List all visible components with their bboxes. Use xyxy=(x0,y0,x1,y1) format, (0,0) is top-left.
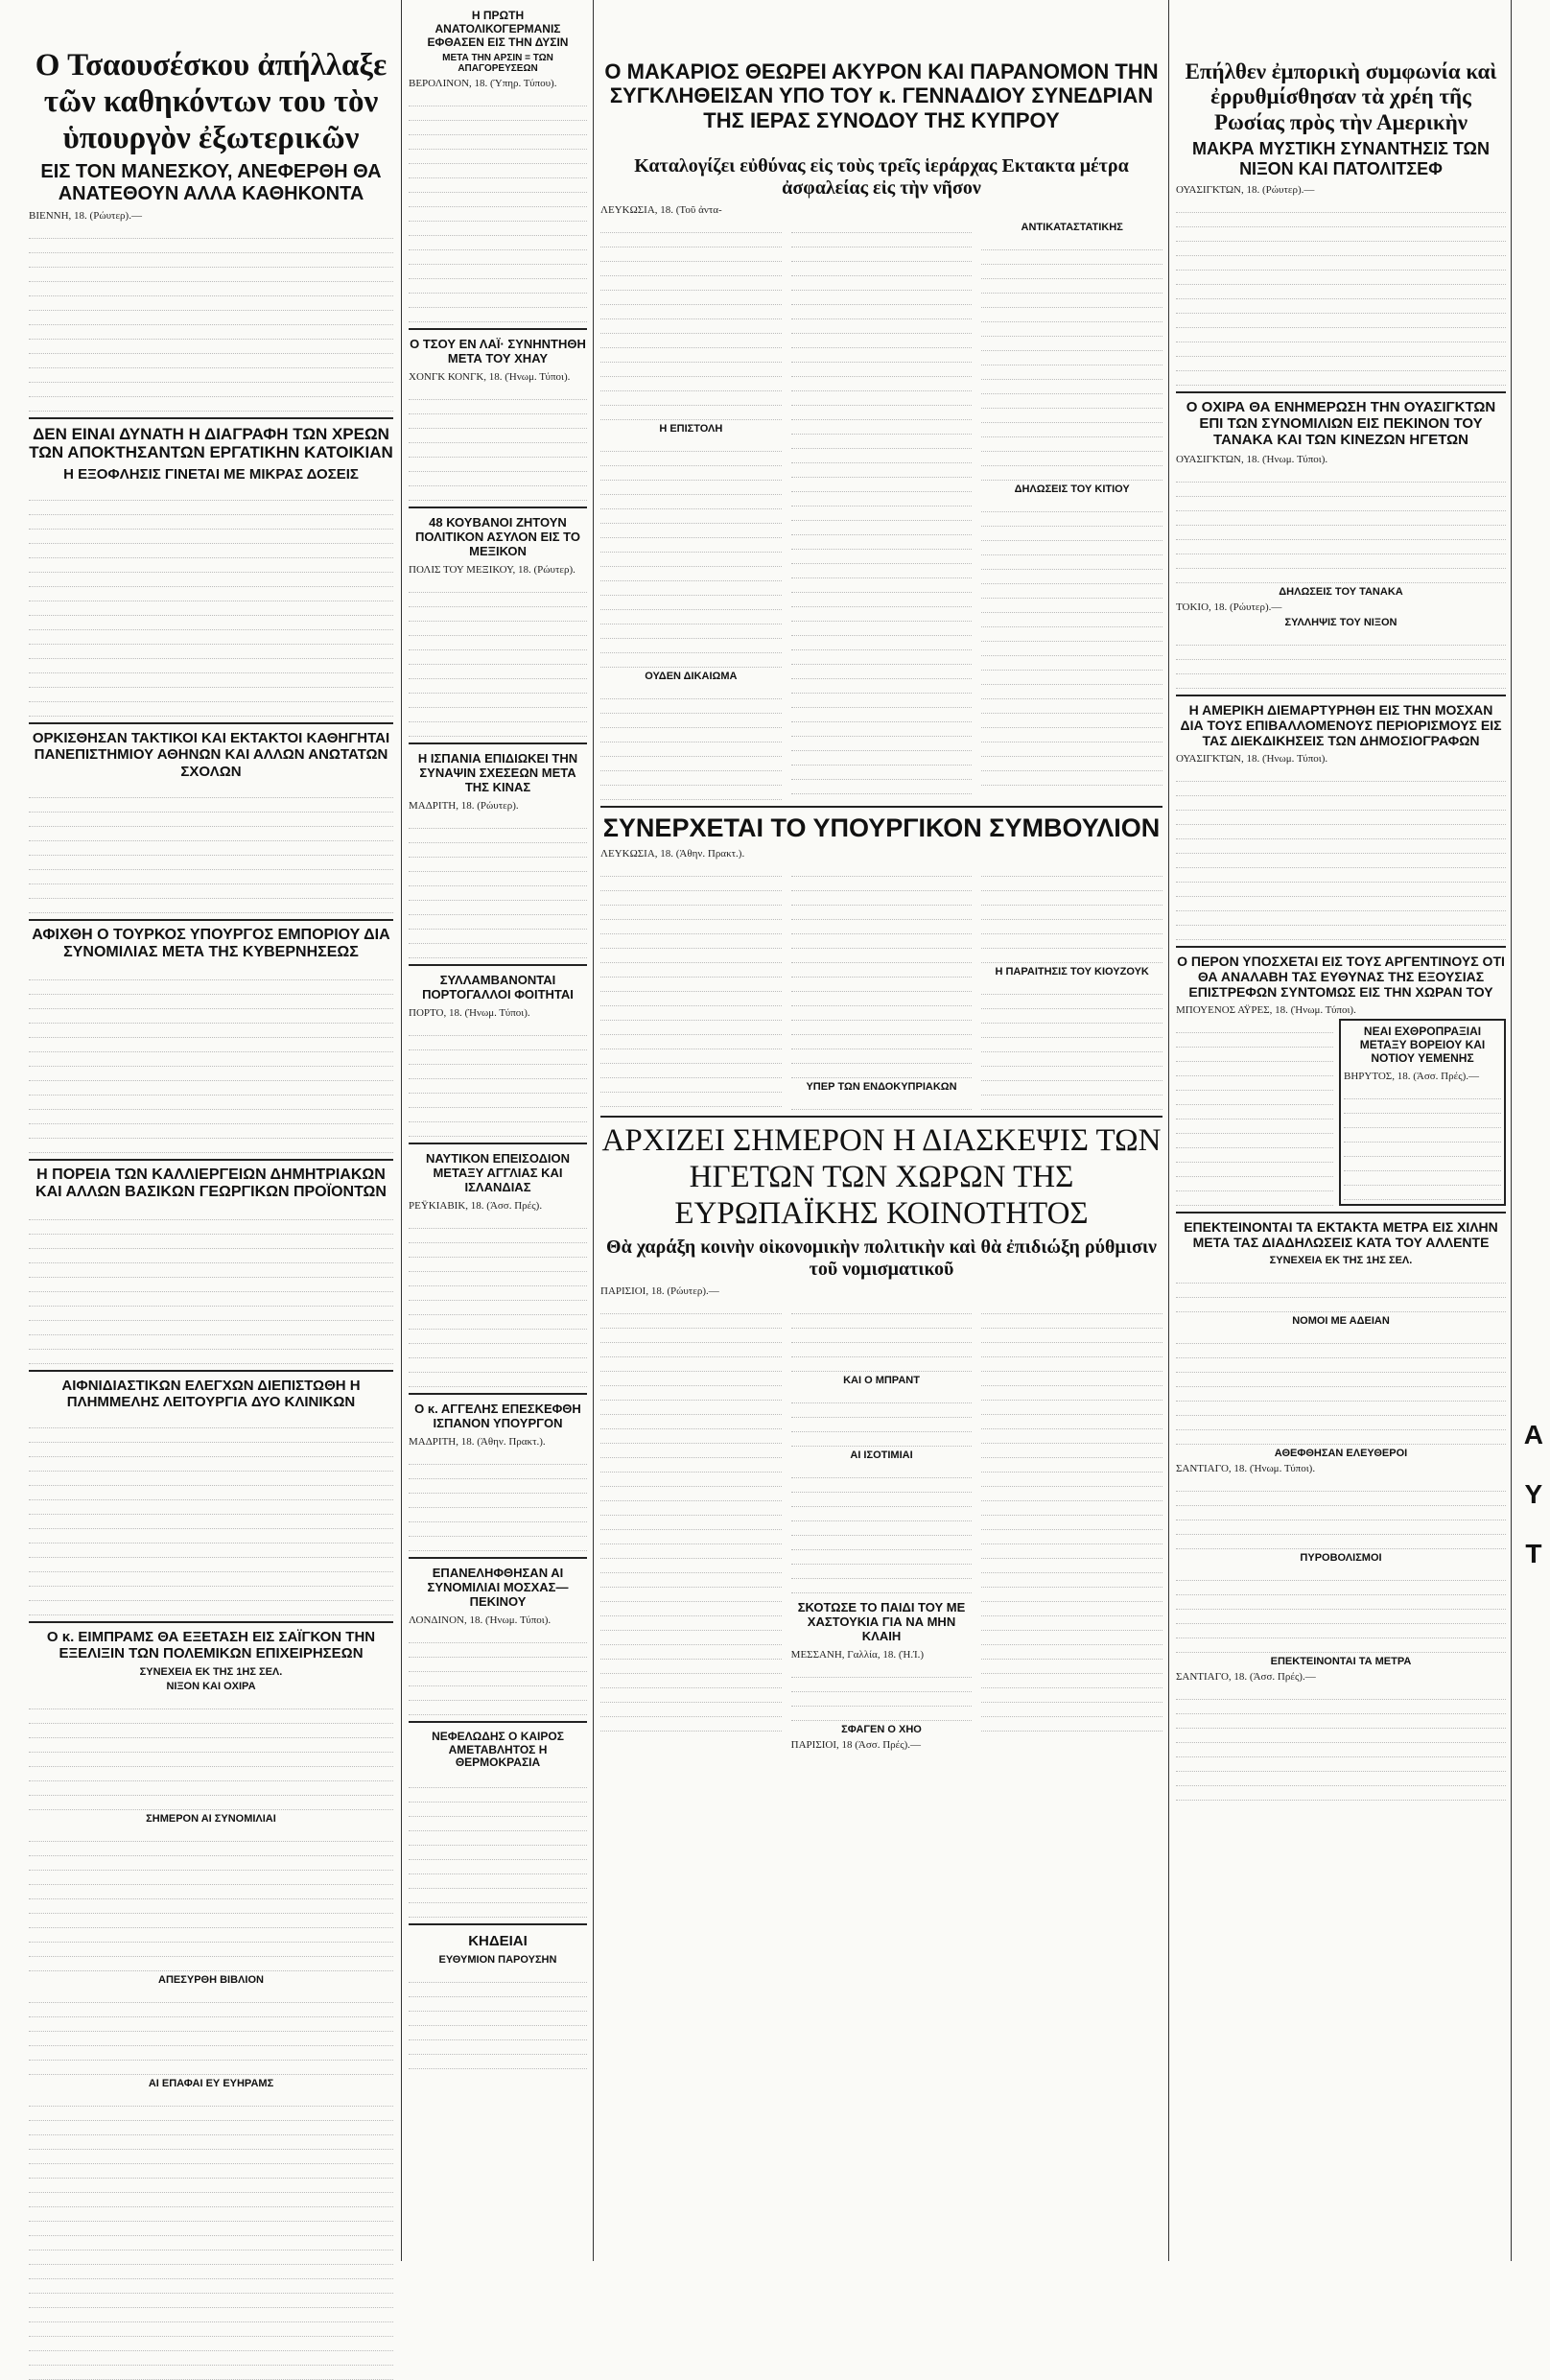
divider xyxy=(409,1557,587,1559)
headline-moscow-peking: ΕΠΑΝΕΛΗΦΘΗΣΑΝ ΑΙ ΣΥΝΟΜΙΛΙΑΙ ΜΟΣΧΑΣ—ΠΕΚΙΝΟΥ xyxy=(427,1566,569,1609)
article-body xyxy=(1176,1567,1506,1653)
dateline: ΒΕΡΟΛΙΝΟΝ, 18. (Ύπηρ. Τύπου). xyxy=(409,78,557,90)
article-body xyxy=(29,1827,393,1971)
headline-clinics: ΑΙΦΝΙΔΙΑΣΤΙΚΩΝ ΕΛΕΓΧΩΝ ΔΙΕΠΙΣΤΩΘΗ Η ΠΛΗΜΜΕΛΗΣ ΛΕΙΤΟΥΡΓΙΑ ΔΥΟ ΚΛΙΝΙΚΩΝ xyxy=(61,1377,361,1410)
headline-funerals: ΚΗΔΕΙΑΙ xyxy=(468,1933,528,1950)
kicker: ΜΕΤΑ ΤΗΝ ΑΡΣΙΝ = ΤΩΝ ΑΠΑΓΟΡΕΥΣΕΩΝ xyxy=(442,53,553,75)
text-column xyxy=(791,1300,973,1754)
column-rule xyxy=(1168,0,1169,2261)
headline-eec-summit: ΑΡΧΙΖΕΙ ΣΗΜΕΡΟΝ Η ΔΙΑΣΚΕΨΙΣ ΤΩΝ ΗΓΕΤΩΝ ΤΩΝ ΧΩΡΩΝ ΤΗΣ ΕΥΡΩΠΑΪΚΗΣ ΚΟΙΝΟΤΗΤΟΣ xyxy=(601,1123,1162,1231)
kicker: ΣΥΝΕΧΕΙΑ ΕΚ ΤΗΣ 1ΗΣ ΣΕΛ. xyxy=(139,1665,283,1678)
divider xyxy=(409,1143,587,1144)
dateline: ΠΑΡΙΣΙΟΙ, 18. (Ρώυτερ).— xyxy=(600,1284,719,1297)
article-body xyxy=(791,1300,973,1372)
kicker: ΝΟΜΟΙ ΜΕ ΑΔΕΙΑΝ xyxy=(1292,1314,1390,1327)
text-column xyxy=(981,862,1162,1110)
divider xyxy=(409,328,587,330)
article-body xyxy=(1176,468,1506,583)
dateline: ΜΕΣΣΑΝΗ, Γαλλία, 18. (Ή.Ί.) xyxy=(790,1648,925,1661)
headline-naval-incident: ΝΑΥΤΙΚΟΝ ΕΠΕΙΣΟΔΙΟΝ ΜΕΤΑΞΥ ΑΓΓΛΙΑΣ ΚΑΙ ΙΣΛΑΝΔΙΑΣ xyxy=(425,1151,571,1195)
dateline: ΛΟΝΔΙΝΟΝ, 18. (Ήνωμ. Τύποι). xyxy=(409,1614,552,1626)
article-body xyxy=(981,980,1162,1110)
text-column xyxy=(981,219,1162,800)
subhead-nixon: ΜΑΚΡΑ ΜΥΣΤΙΚΗ ΣΥΝΑΝΤΗΣΙΣ ΤΩΝ ΝΙΞΟΝ ΚΑΙ ΠΑΤΟΛΙΤΣΕΦ xyxy=(1192,139,1490,178)
headline-trade-agreement: Επήλθεν ἐμπορικὴ συμφωνία καὶ ἐρρυθμίσθησαν τὰ χρέη τῆς Ρωσίας πρὸς τὴν Αμερικὴν xyxy=(1185,59,1497,134)
article-body xyxy=(409,1450,587,1551)
article-body xyxy=(981,236,1162,481)
article-body xyxy=(791,1464,973,1593)
headline-chou: Ο ΤΣΟΥ ΕΝ ΛΑΪ· ΣΥΝΗΝΤΗΘΗ ΜΕΤΑ ΤΟΥ ΧΗΑΥ xyxy=(410,337,586,366)
kicker: Η ΠΑΡΑΙΤΗΣΙΣ ΤΟΥ ΚΙΟΥΖΟΥΚ xyxy=(995,966,1149,978)
kicker: ΔΗΛΩΣΕΙΣ ΤΟΥ ΚΙΤΙΟΥ xyxy=(1014,483,1130,495)
kicker: ΣΥΝΕΧΕΙΑ ΕΚ ΤΗΣ 1ΗΣ ΣΕΛ. xyxy=(1269,1254,1413,1266)
text-column xyxy=(791,862,973,1110)
article-body xyxy=(29,224,393,412)
article-body xyxy=(409,814,587,958)
article-body xyxy=(1176,1019,1333,1206)
divider xyxy=(29,1370,393,1372)
dateline: ΜΑΔΡΙΤΗ, 18. (Άθην. Πρακτ.). xyxy=(409,1435,546,1448)
divider xyxy=(29,417,393,419)
headline-crops: Η ΠΟΡΕΙΑ ΤΩΝ ΚΑΛΛΙΕΡΓΕΙΩΝ ΔΗΜΗΤΡΙΑΚΩΝ ΚΑΙ ΑΛΛΩΝ ΒΑΣΙΚΩΝ ΓΕΩΡΓΙΚΩΝ ΠΡΟΪΟΝΤΩΝ xyxy=(35,1166,387,1201)
column-second xyxy=(409,0,587,2261)
article-body xyxy=(1176,1685,1506,1801)
divider xyxy=(29,722,393,724)
article-body xyxy=(1176,1269,1506,1312)
divider xyxy=(409,507,587,508)
kicker: ΑΙ ΕΠΑΦΑΙ ΕΥ ΕΥΗΡΑΜΣ xyxy=(148,2077,274,2089)
subhead-makarios: Καταλογίζει εὐθύνας εἰς τοὺς τρεῖς ἱεράρχας Εκτακτα μέτρα ἀσφαλείας εἰς τὴν νῆσον xyxy=(634,154,1129,199)
divider xyxy=(409,1923,587,1925)
article-columns xyxy=(600,219,1162,800)
article-body xyxy=(791,219,973,794)
article-columns xyxy=(1176,1019,1506,1206)
kicker: ΑΠΕΣΥΡΘΗ ΒΙΒΛΙΟΝ xyxy=(158,1973,264,1986)
article-body xyxy=(981,862,1162,963)
edge-letters: Α Υ Τ xyxy=(1518,1420,1549,1568)
article-body xyxy=(600,437,782,668)
article-body xyxy=(1176,767,1506,940)
headline-chile: ΕΠΕΚΤΕΙΝΟΝΤΑΙ ΤΑ ΕΚΤΑΚΤΑ ΜΕΤΡΑ ΕΙΣ ΧΙΛΗΝ ΜΕΤΑ ΤΑΣ ΔΙΑΔΗΛΩΣΕΙΣ ΚΑΤΑ ΤΟΥ ΑΛΛΕΝΤΕ xyxy=(1184,1219,1498,1251)
headline-tsaousescu: Ο Τσαουσέσκου ἀπήλλαξε τῶν καθηκόντων του τὸν ὑπουργὸν ἐξωτερικῶν xyxy=(35,48,388,155)
dateline: ΛΕΥΚΩΣΙΑ, 18. (Τοῦ ἀντα- xyxy=(600,203,722,216)
article-body xyxy=(409,1629,587,1715)
subhead-manescu: ΕΙΣ ΤΟΝ ΜΑΝΕΣΚΟΥ, ΑΝΕΦΕΡΘΗ ΘΑ ΑΝΑΤΕΘΟΥΝ ΑΛΛΑ ΚΑΘΗΚΟΝΤΑ xyxy=(40,160,382,204)
headline-east-german: Η ΠΡΩΤΗ ΑΝΑΤΟΛΙΚΟΓΕΡΜΑΝΙΣ ΕΦΘΑΣΕΝ ΕΙΣ ΤΗΝ ΔΥΣΙΝ xyxy=(427,9,569,49)
text-column xyxy=(981,1300,1162,1754)
kicker: ΥΠΕΡ ΤΩΝ ΕΝΔΟΚΥΠΡΙΑΚΩΝ xyxy=(806,1081,957,1094)
kicker: ΚΑΙ Ο ΜΠΡΑΝΤ xyxy=(843,1374,920,1386)
column-rule xyxy=(1511,0,1512,2261)
article-body xyxy=(600,862,782,1107)
dateline: ΟΥΑΣΙΓΚΤΩΝ, 18. (Ήνωμ. Τύποι). xyxy=(1176,453,1328,465)
headline-child: ΣΚΟΤΩΣΕ ΤΟ ΠΑΙΔΙ ΤΟΥ ΜΕ ΧΑΣΤΟΥΚΙΑ ΓΙΑ ΝΑ ΜΗΝ ΚΛΑΙΗ xyxy=(797,1599,966,1643)
dateline: ΟΥΑΣΙΓΚΤΩΝ, 18. (Ρώυτερ).— xyxy=(1176,183,1315,196)
kicker: ΠΥΡΟΒΟΛΙΣΜΟΙ xyxy=(1300,1551,1382,1564)
dateline: ΜΑΔΡΙΤΗ, 18. (Ρώυτερ). xyxy=(409,800,519,813)
text-column xyxy=(600,862,782,1110)
headline-debts: ΔΕΝ ΕΙΝΑΙ ΔΥΝΑΤΗ Η ΔΙΑΓΡΑΦΗ ΤΩΝ ΧΡΕΩΝ ΤΩΝ ΑΠΟΚΤΗΣΑΝΤΩΝ ΕΡΓΑΤΙΚΗΝ ΚΑΤΟΙΚΙΑΝ xyxy=(29,424,393,462)
article-body xyxy=(29,1695,393,1810)
column-center xyxy=(600,0,1162,2261)
dateline: ΡΕΫΚΙΑΒΙΚ, 18. (Άσσ. Πρές). xyxy=(409,1199,543,1212)
article-columns xyxy=(600,1300,1162,1754)
headline-makarios: Ο ΜΑΚΑΡΙΟΣ ΘΕΩΡΕΙ ΑΚΥΡΟΝ ΚΑΙ ΠΑΡΑΝΟΜΟΝ ΤΗΝ ΣΥΓΚΛΗΘΕΙΣΑΝ ΥΠΟ ΤΟΥ κ. ΓΕΝΝΑΔΙΟΥ ΣΥΝΕΔΡΙΑΝ ΤΗΣ ΙΕΡΑΣ ΣΥΝΟΔΟΥ ΤΗΣ ΚΥΠΡΟΥ xyxy=(604,59,1159,132)
article-body xyxy=(981,1300,1162,1732)
divider xyxy=(409,1721,587,1723)
kicker: ΔΗΛΩΣΕΙΣ ΤΟΥ ΤΑΝΑΚΑ xyxy=(1279,585,1403,598)
article-body xyxy=(409,92,587,322)
headline-cabinet: ΣΥΝΕΡΧΕΤΑΙ ΤΟ ΥΠΟΥΡΓΙΚΟΝ ΣΥΜΒΟΥΛΙΟΝ xyxy=(602,813,1161,842)
kicker: ΝΙΞΟΝ ΚΑΙ ΟΧΙΡΑ xyxy=(166,1680,256,1692)
article-body xyxy=(29,486,393,717)
article-body xyxy=(1176,1330,1506,1445)
dateline: ΛΕΥΚΩΣΙΑ, 18. (Άθην. Πρακτ.). xyxy=(600,848,745,860)
headline-turkish-minister: ΑΦΙΧΘΗ Ο ΤΟΥΡΚΟΣ ΥΠΟΥΡΓΟΣ ΕΜΠΟΡΙΟΥ ΔΙΑ ΣΥΝΟΜΙΛΙΑΣ ΜΕΤΑ ΤΗΣ ΚΥΒΕΡΝΗΣΕΩΣ xyxy=(32,926,390,961)
kicker: ΕΥΘΥΜΙΟΝ ΠΑΡΟΥΣΗΝ xyxy=(438,1953,557,1966)
dateline: ΒΗΡΥΤΟΣ, 18. (Άσσ. Πρές).— xyxy=(1344,1070,1479,1082)
dateline: ΜΠΟΥΕΝΟΣ ΑΫΡΕΣ, 18. (Ήνωμ. Τύποι). xyxy=(1176,1004,1356,1017)
headline-yemen: ΝΕΑΙ ΕΧΘΡΟΠΡΑΞΙΑΙ ΜΕΤΑΞΥ ΒΟΡΕΙΟΥ ΚΑΙ ΝΟΤΙΟΥ ΥΕΜΕΝΗΣ xyxy=(1359,1025,1486,1065)
article-body xyxy=(29,784,393,913)
divider xyxy=(600,1116,1162,1118)
divider xyxy=(29,1621,393,1623)
dateline: ΧΟΝΓΚ ΚΟΝΓΚ, 18. (Ήνωμ. Τύποι). xyxy=(409,371,571,384)
headline-spain-china: Η ΙΣΠΑΝΙΑ ΕΠΙΔΙΩΚΕΙ ΤΗΝ ΣΥΝΑΨΙΝ ΣΧΕΣΕΩΝ ΜΕΤΑ ΤΗΣ ΚΙΝΑΣ xyxy=(417,751,578,795)
article-body xyxy=(791,1663,973,1721)
kicker: ΑΘΕΦΘΗΣΑΝ ΕΛΕΥΘΕΡΟΙ xyxy=(1274,1447,1408,1459)
kicker: ΣΗΜΕΡΟΝ ΑΙ ΣΥΝΟΜΙΛΙΑΙ xyxy=(146,1812,276,1825)
article-body xyxy=(1344,1085,1501,1200)
divider xyxy=(1176,391,1506,393)
dateline: ΒΙΕΝΝΗ, 18. (Ρώυτερ).— xyxy=(29,209,142,222)
article-body xyxy=(600,1300,782,1732)
column-left xyxy=(29,0,393,2261)
text-column xyxy=(791,219,973,800)
article-body xyxy=(600,685,782,800)
headline-cubans: 48 ΚΟΥΒΑΝΟΙ ΖΗΤΟΥΝ ΠΟΛΙΤΙΚΟΝ ΑΣΥΛΟΝ ΕΙΣ ΤΟ ΜΕΞΙΚΟΝ xyxy=(414,515,581,559)
dateline: ΤΟΚΙΟ, 18. (Ρώυτερ).— xyxy=(1176,601,1282,613)
headline-weather: ΝΕΦΕΛΩΔΗΣ Ο ΚΑΙΡΟΣ ΑΜΕΤΑΒΛΗΤΟΣ Η ΘΕΡΜΟΚΡΑΣΙΑ xyxy=(432,1729,564,1770)
divider xyxy=(29,919,393,921)
article-body xyxy=(29,1206,393,1364)
article-body xyxy=(409,386,587,501)
kicker: ΕΠΕΚΤΕΙΝΟΝΤΑΙ ΤΑ ΜΕΤΡΑ xyxy=(1270,1655,1412,1667)
article-body xyxy=(29,1414,393,1615)
article-body xyxy=(791,862,973,1078)
dateline: ΣΑΝΤΙΑΓΟ, 18. (Άσσ. Πρές).— xyxy=(1176,1670,1316,1683)
headline-moscow-protest: Η ΑΜΕΡΙΚΗ ΔΙΕΜΑΡΤΥΡΗΘΗ ΕΙΣ ΤΗΝ ΜΟΣΧΑΝ ΔΙΑ ΤΟΥΣ ΕΠΙΒΑΛΛΟΜΕΝΟΥΣ ΠΕΡΙΟΡΙΣΜΟΥΣ ΕΙΣ ΤΑΣ ΔΙΕΚΔΙΚΗΣΕΙΣ ΤΩΝ ΔΗΜΟΣΙΟΓΡΑΦΩΝ xyxy=(1180,701,1502,748)
article-body xyxy=(981,498,1162,786)
headline-professors: ΟΡΚΙΣΘΗΣΑΝ ΤΑΚΤΙΚΟΙ ΚΑΙ ΕΚΤΑΚΤΟΙ ΚΑΘΗΓΗΤΑΙ ΠΑΝΕΠΙΣΤΗΜΙΟΥ ΑΘΗΝΩΝ ΚΑΙ ΑΛΛΩΝ ΑΝΩΤΑΤΩΝ ΣΧΟΛΩΝ xyxy=(32,730,390,780)
article-body xyxy=(409,578,587,737)
article-body xyxy=(791,1389,973,1447)
article-body xyxy=(1176,199,1506,386)
boxed-item xyxy=(1339,1019,1506,1206)
dateline: ΣΑΝΤΙΑΓΟ, 18. (Ήνωμ. Τύποι). xyxy=(1176,1462,1316,1474)
kicker: ΑΙ ΙΣΟΤΙΜΙΑΙ xyxy=(850,1449,913,1461)
article-body xyxy=(409,1022,587,1137)
divider xyxy=(1176,1212,1506,1214)
article-body xyxy=(1176,631,1506,689)
divider xyxy=(600,806,1162,808)
headline-angelis: Ο κ. ΑΓΓΕΛΗΣ ΕΠΕΣΚΕΦΘΗ ΙΣΠΑΝΟΝ ΥΠΟΥΡΓΟΝ xyxy=(414,1402,581,1430)
dateline: ΟΥΑΣΙΓΚΤΩΝ, 18. (Ήνωμ. Τύποι). xyxy=(1176,752,1328,765)
text-column xyxy=(600,1300,782,1754)
kicker: ΣΥΛΛΗΨΙΣ ΤΟΥ ΝΙΞΟΝ xyxy=(1284,616,1397,628)
subhead-eec-summit: Θὰ χαράξη κοινὴν οἰκονομικὴν πολιτικὴν καὶ θὰ ἐπιδιώξη ρύθμισιν τοῦ νομισματικοῦ xyxy=(606,1236,1157,1280)
article-body xyxy=(1176,1477,1506,1549)
divider xyxy=(409,964,587,966)
text-column xyxy=(1176,1019,1333,1206)
article-body xyxy=(600,219,782,420)
article-columns xyxy=(600,862,1162,1110)
headline-portuguese-students: ΣΥΛΛΑΜΒΑΝΟΝΤΑΙ ΠΟΡΤΟΓΑΛΛΟΙ ΦΟΙΤΗΤΑΙ xyxy=(422,973,574,1002)
subhead-debts: Η ΕΞΟΦΛΗΣΙΣ ΓΙΝΕΤΑΙ ΜΕ ΜΙΚΡΑΣ ΔΟΣΕΙΣ xyxy=(63,465,359,483)
kicker: ΣΦΑΓΕΝ Ο ΧΗΟ xyxy=(841,1723,922,1735)
dateline: ΠΟΡΤΟ, 18. (Ήνωμ. Τύποι). xyxy=(409,1007,530,1020)
divider xyxy=(409,742,587,744)
article-body xyxy=(791,1096,973,1110)
article-body xyxy=(29,1989,393,2075)
kicker: ΟΥΔΕΝ ΔΙΚΑΙΩΜΑ xyxy=(645,670,738,682)
dateline: ΠΟΛΙΣ ΤΟΥ ΜΕΞΙΚΟΥ, 18. (Ρώυτερ). xyxy=(409,564,575,577)
column-rule xyxy=(593,0,594,2261)
article-body xyxy=(409,1774,587,1918)
column-right xyxy=(1176,0,1506,2261)
article-body xyxy=(409,1968,587,2069)
kicker: Η ΕΠΙΣΤΟΛΗ xyxy=(659,422,723,435)
headline-ohira: Ο ΟΧΙΡΑ ΘΑ ΕΝΗΜΕΡΩΣΗ ΤΗΝ ΟΥΑΣΙΓΚΤΩΝ ΕΠΙ ΤΩΝ ΣΥΝΟΜΙΛΙΩΝ ΕΙΣ ΠΕΚΙΝΟΝ ΤΟΥ ΤΑΝΑΚΑ ΚΑΙ ΤΩΝ ΚΙΝΕΖΩΝ ΗΓΕΤΩΝ xyxy=(1186,398,1496,449)
column-rule xyxy=(401,0,402,2261)
divider xyxy=(1176,946,1506,948)
divider xyxy=(29,1159,393,1161)
dateline: ΠΑΡΙΣΙΟΙ, 18 (Άσσ. Πρές).— xyxy=(790,1738,922,1751)
article-body xyxy=(29,966,393,1153)
kicker: ΑΝΤΙΚΑΤΑΣΤΑΤΙΚΗΣ xyxy=(1021,221,1123,233)
headline-peron: Ο ΠΕΡΟΝ ΥΠΟΣΧΕΤΑΙ ΕΙΣ ΤΟΥΣ ΑΡΓΕΝΤΙΝΟΥΣ ΟΤΙ ΘΑ ΑΝΑΛΑΒΗ ΤΑΣ ΕΥΘΥΝΑΣ ΤΗΣ ΕΞΟΥΣΙΑΣ ΕΠΙΣΤΡΕΦΩΝ ΣΥΝΤΟΜΩΣ ΕΙΣ ΤΗΝ ΧΩΡΑΝ ΤΟΥ xyxy=(1177,954,1505,1001)
article-body xyxy=(29,2092,393,2380)
article-body xyxy=(409,1214,587,1387)
divider xyxy=(1176,695,1506,696)
headline-abrams: Ο κ. ΕΙΜΠΡΑΜΣ ΘΑ ΕΞΕΤΑΣΗ ΕΙΣ ΣΑΪΓΚΟΝ ΤΗΝ ΕΞΕΛΙΞΙΝ ΤΩΝ ΠΟΛΕΜΙΚΩΝ ΕΠΙΧΕΙΡΗΣΕΩΝ xyxy=(46,1629,376,1662)
column-edge-fragment xyxy=(1515,0,1549,2261)
text-column xyxy=(600,219,782,800)
divider xyxy=(409,1393,587,1395)
